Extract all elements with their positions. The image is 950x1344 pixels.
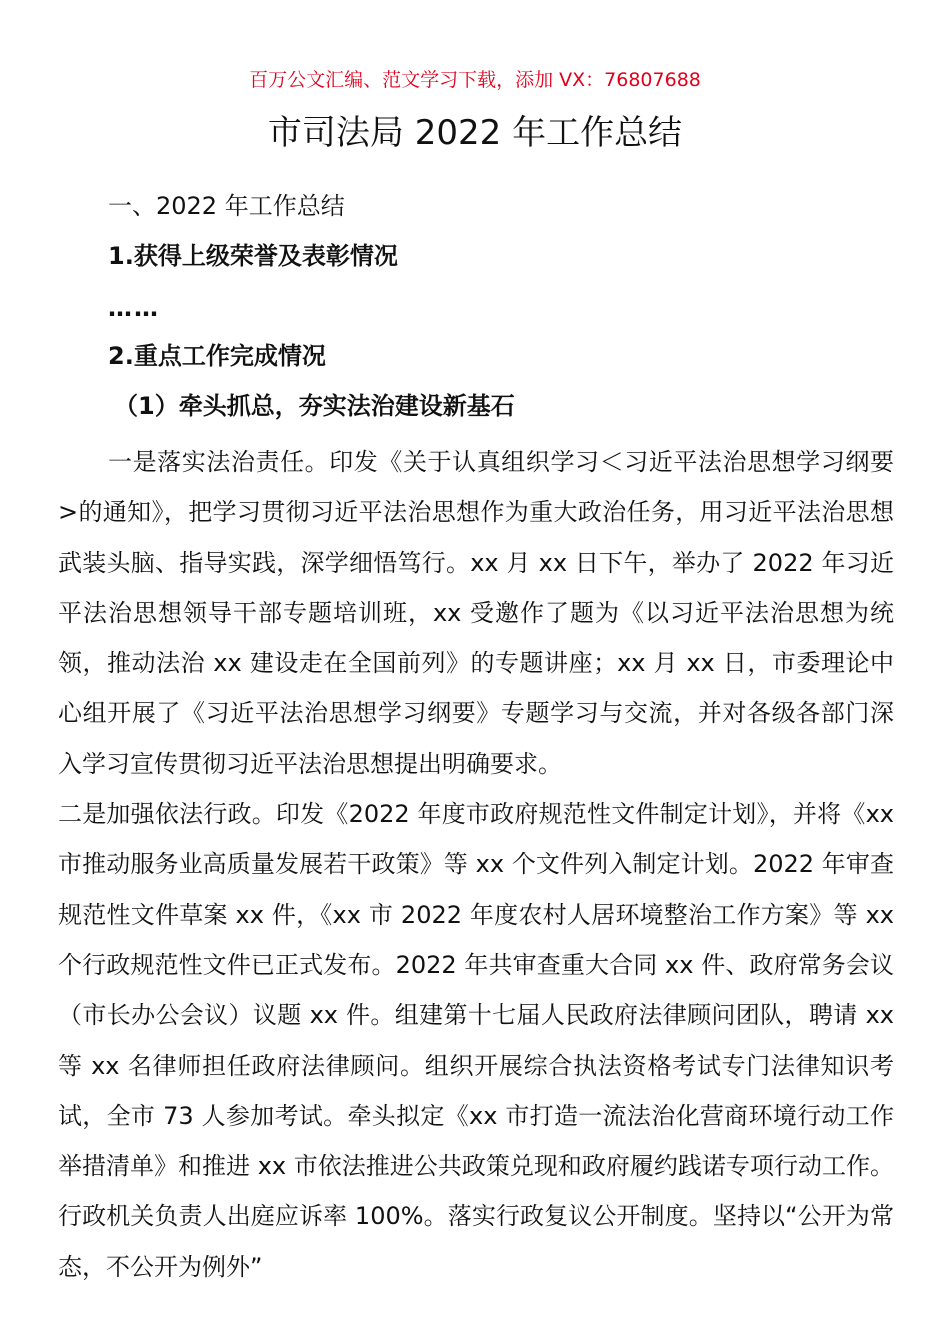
paragraph-lawful-administration: 二是加强依法行政。印发《2022 年度市政府规范性文件制定计划》，并将《xx 市推动服务业高质量发展若干政策》等 xx 个文件列入制定计划。2022 年审查规范性文件草案 xx 件，《xx 市 2022 年度农村人居环境整治工作方案》等 xx 个行政规范性文件已正式发布。2022 年共审查重大合同 xx 件、政府常务会议（市长办公会议）议题 xx 件。组建第十七届人民政府法律顾问团队，聘请 xx 等 xx 名律师担任政府法律顾问。组织开展综合执法资格考试专门法律知识考试，全市 73 人参加考试。牵头拟定《xx 市打造一流法治化营商环境行动工作举措清单》和推进 xx 市依法推进公共政策兑现和政府履约践诺专项行动工作。行政机关负责人出庭应诉率 100%。落实行政复议公开制度。坚持以“公开为常态，不公开为例外”: [58, 800, 894, 1281]
item-1-heading: 1.获得上级荣誉及表彰情况: [108, 242, 398, 270]
ellipsis: ……: [108, 294, 160, 322]
body-text: [58, 437, 894, 1292]
section-heading: 一、2022 年工作总结: [108, 192, 345, 220]
watermark-header: 百万公文汇编、范文学习下载，添加 VX：76807688: [249, 69, 701, 91]
paragraph-legal-responsibility: 一是落实法治责任。印发《关于认真组织学习＜习近平法治思想学习纲要>的通知》，把学习贯彻习近平法治思想作为重大政治任务，用习近平法治思想武装头脑、指导实践，深学细悟笃行。xx 月 xx 日下午，举办了 2022 年习近平法治思想领导干部专题培训班，xx 受邀作了题为《以习近平法治思想为统领，推动法治 xx 建设走在全国前列》的专题讲座；xx 月 xx 日，市委理论中心组开展了《习近平法治思想学习纲要》专题学习与交流，并对各级各部门深入学习宣传贯彻习近平法治思想提出明确要求。: [58, 448, 894, 778]
page-title: 市司法局 2022 年工作总结: [267, 113, 683, 153]
item-2-heading: 2.重点工作完成情况: [108, 342, 326, 370]
sub-heading-1: （1）牵头抓总，夯实法治建设新基石: [114, 392, 515, 420]
